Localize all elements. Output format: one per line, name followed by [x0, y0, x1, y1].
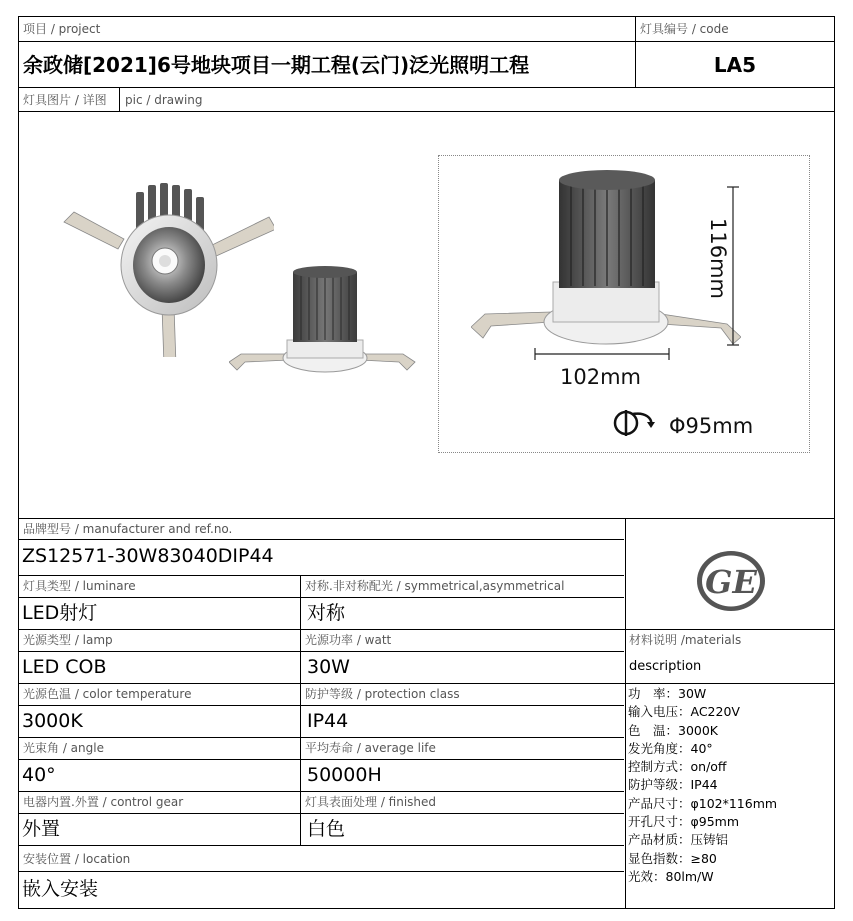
lamp-value: LED COB	[22, 656, 107, 678]
project-name: 余政储[2021]6号地块项目一期工程(云门)泛光照明工程	[23, 53, 530, 77]
code-label: 灯具编号 / code	[640, 22, 729, 36]
gear-value: 外置	[22, 818, 61, 840]
lamp-label: 光源类型 / lamp	[23, 633, 113, 647]
material-line: 功 率：30W	[628, 686, 707, 701]
location-value: 嵌入安装	[22, 878, 99, 900]
svg-text:GE: GE	[705, 563, 757, 601]
material-line: 发光角度：40°	[628, 740, 713, 756]
material-line: 控制方式：on/off	[628, 759, 727, 775]
protection-value: IP44	[307, 710, 349, 732]
luminaire-label: 灯具类型 / luminare	[23, 579, 136, 593]
cutout-icon	[611, 408, 659, 438]
product-side-image	[229, 262, 419, 382]
dimension-width: 102mm	[560, 365, 641, 389]
materials-label: 材料说明 /materials	[629, 633, 742, 647]
finish-label: 灯具表面处理 / finished	[305, 795, 437, 809]
material-line: 显色指数：≥80	[628, 850, 717, 866]
code-value: LA5	[713, 53, 757, 77]
material-line: 产品尺寸：φ102*116mm	[628, 795, 778, 811]
luminaire-value: LED射灯	[22, 602, 98, 624]
watt-label: 光源功率 / watt	[305, 633, 392, 647]
project-label: 项目 / project	[23, 22, 101, 36]
materials-list	[628, 685, 777, 886]
materials-description: description	[629, 659, 702, 674]
ge-logo-icon	[693, 549, 769, 613]
material-line: 产品材质：压铸铝	[628, 832, 729, 848]
material-line: 输入电压：AC220V	[628, 704, 740, 720]
picture-label-en: pic / drawing	[125, 93, 203, 107]
color-temp-label: 光源色温 / color temperature	[23, 687, 192, 701]
material-line: 光效：80lm/W	[628, 868, 714, 884]
spec-sheet	[18, 16, 835, 909]
picture-label-cn: 灯具图片 / 详图	[23, 93, 107, 107]
manufacturer-value: ZS12571-30W83040DIP44	[22, 545, 274, 567]
dimension-cutout: Φ95mm	[669, 414, 754, 438]
material-line: 开孔尺寸：φ95mm	[628, 814, 740, 830]
material-line: 色 温：3000K	[628, 722, 719, 738]
watt-value: 30W	[307, 656, 350, 678]
life-label: 平均寿命 / average life	[305, 741, 436, 755]
gear-label: 电器内置.外置 / control gear	[23, 795, 184, 809]
angle-label: 光束角 / angle	[23, 741, 104, 755]
dimension-height: 116mm	[706, 218, 730, 299]
protection-label: 防护等级 / protection class	[305, 687, 460, 701]
symmetry-label: 对称.非对称配光 / symmetrical,asymmetrical	[305, 579, 565, 593]
manufacturer-label: 品牌型号 / manufacturer and ref.no.	[23, 522, 233, 536]
life-value: 50000H	[307, 764, 382, 786]
symmetry-value: 对称	[307, 602, 346, 624]
color-temp-value: 3000K	[22, 710, 83, 732]
location-label: 安装位置 / location	[23, 852, 131, 866]
material-line: 防护等级：IP44	[628, 777, 718, 793]
finish-value: 白色	[307, 818, 346, 840]
angle-value: 40°	[22, 764, 56, 786]
